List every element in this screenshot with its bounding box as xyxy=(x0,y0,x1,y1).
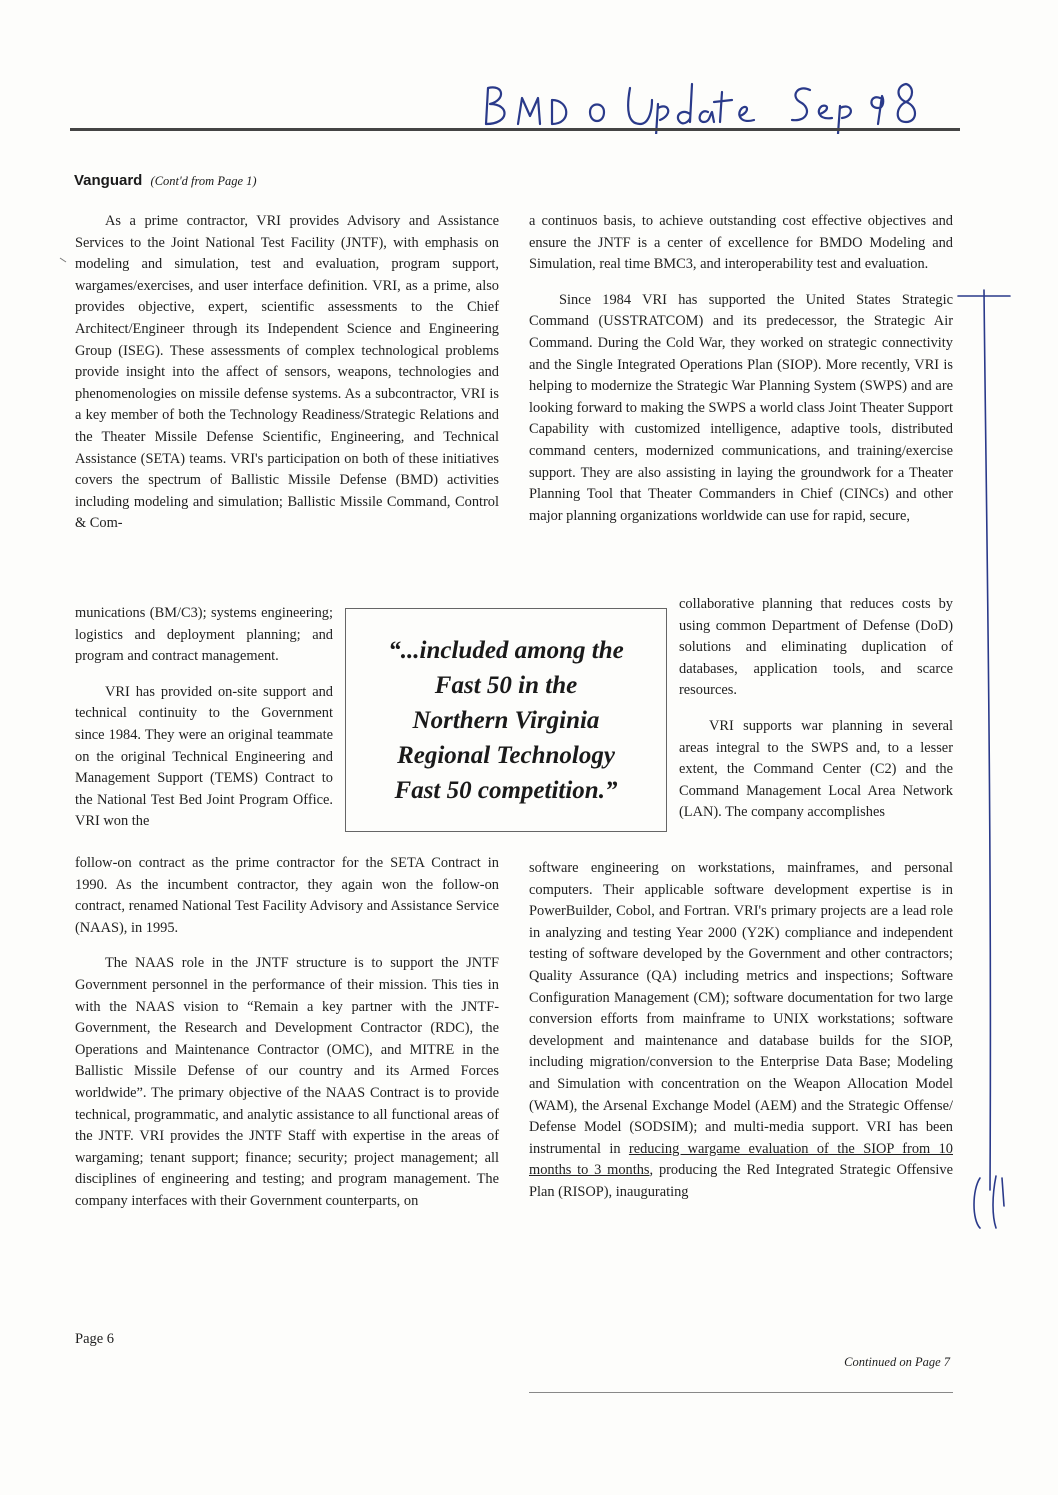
text-run: software engineering on workstations, mainframes, and personal computers. Their applicable software development expertise is in PowerBuilder, Cobol, and Fortran. VRI's primary projects are a lead role in analyzing and testing Year 2000 (Y2K) compliance and independent testing of software developed by the Government and other contractors; Quality Assurance (QA) including metrics and inspections; Software Configuration Management (CM); software documentation for two large conversion efforts from mainframe to UNIX workstations; software development and maintenance and database builds for the SIOP, including migration/conversion to the Enterprise Data Base; Modeling and Simulation with concentration on the Weapon Allocation Model (WAM), the Arsenal Exchange Model (AEM) and the Strategic Offense/ Defense Model (SODSIM); and multi-media support. VRI has been instrumental in xyxy=(529,860,953,1157)
paragraph: a continuos basis, to achieve outstanding cost effective objectives and ensure the JNTF is a center of excellence for BMDO Modeling and Simulation, real time BMC3, and interoperability test and evaluation. xyxy=(529,213,953,273)
right-column-top xyxy=(529,211,953,527)
page-number: Page 6 xyxy=(75,1331,115,1347)
paragraph: As a prime contractor, VRI provides Advisory and Assistance Services to the Joint National Test Facility (JNTF), with emphasis on modeling and simulation, test and evaluation, program support, wargames/exercises, and user interface definition. VRI, as a prime, also provides objective, expert, scientific assessments to the Chief Architect/Engineer through its Independent Science and Engineering Group (ISEG). These assessments of complex technological problems provide insight into the affect of sensors, weapons, technologies and phenomenologies on missile defense systems. As a subcontractor, VRI is a key member of both the Technology Readiness/Strategic Relations and the Theater Missile Defense Scientific, Engineering, and Technical Assistance (SETA) teams. VRI's participation on both of these initiatives covers the spectrum of Ballistic Missile Defense (BMD) activities including modeling and simulation; Ballistic Missile Command, Control & Com- xyxy=(75,213,499,532)
pull-quote-line: Fast 50 competition.” xyxy=(394,776,618,804)
paragraph: follow-on contract as the prime contractor for the SETA Contract in 1990. As the incumbent contractor, they again won the follow-on contract, renamed National Test Facility Advisory and Assistance Service (NAAS), in 1995. xyxy=(75,855,499,936)
top-rule xyxy=(70,128,960,131)
paragraph: Since 1984 VRI has supported the United States Strategic Command (USSTRATCOM) and its predecessor, the Strategic Air Command. During the Cold War, they worked on strategic connectivity and the Single Integrated Operations Plan (SIOP). More recently, VRI is helping to modernize the Strategic War Planning System (SWPS) and are looking forward to making the SWPS a world class Joint Theater Support Capability with customized intelligence, adaptive tools, distributed command centers, modernized communications, and training/exercise support. They are also assisting in laying the groundwork for a Theater Planning Tool that Theater Commanders in Chief (CINCs) and other major planning organizations worldwide can use for rapid, secure, xyxy=(529,291,953,524)
continued-from: (Cont'd from Page 1) xyxy=(150,174,257,188)
text-run: , producing the Red Integrated Strategic Offensive Plan (RISOP), inaugurating xyxy=(529,1162,953,1200)
pull-quote-box xyxy=(345,608,667,832)
left-column-bottom xyxy=(75,853,499,1213)
paragraph: munications (BM/C3); systems engineering; logistics and deployment planning; and program and contract management. xyxy=(75,605,333,665)
pull-quote-line: Fast 50 in the xyxy=(434,671,578,699)
continued-on: Continued on Page 7 xyxy=(844,1355,950,1369)
pull-quote-text xyxy=(388,633,623,808)
underlined-text: reducing wargame evaluation of the SIOP from 10 months to 3 months xyxy=(529,1140,953,1179)
pull-quote-line: “...included among the xyxy=(388,636,624,664)
paragraph: VRI has provided on-site support and technical continuity to the Government since 1984. They were an original teammate on the original Technical Engineering and Management Support (TEMS) Contract to the National Test Bed Joint Program Office. VRI won the xyxy=(75,683,333,830)
left-column-top xyxy=(75,211,499,535)
paragraph: The NAAS role in the JNTF structure is to support the JNTF Government personnel in the performance of their mission. This ties in with the NAAS vision to “Remain a key partner with the JNTF-Government, the Research and Development Contractor (RDC), the Operations and Maintenance Contractor (OMC), and MITRE in the Ballistic Missile Defense of our country and its Armed Forces worldwide”. The primary objective of the NAAS Contract is to provide technical, programmatic, and analytic assistance to all functional areas of the JNTF. VRI provides the JNTF Staff with expertise in the areas of wargaming; tenant support; finance; security; project management; all disciplines of engineering and testing; and program management. The company interfaces with their Government counterparts, on xyxy=(75,955,499,1209)
pull-quote-line: Northern Virginia xyxy=(412,706,600,734)
bottom-rule xyxy=(529,1392,953,1393)
right-column-bottom xyxy=(529,858,953,1204)
paragraph xyxy=(529,858,953,1204)
pull-quote-line: Regional Technology xyxy=(397,741,615,769)
paragraph: collaborative planning that reduces costs by using common Department of Defense (DoD) solutions and eliminating duplication of databases, application tools, and scarce resources. xyxy=(679,596,953,699)
handwritten-note xyxy=(470,74,930,134)
section-title: Vanguard xyxy=(74,172,143,189)
left-column-narrow xyxy=(75,603,333,833)
section-heading xyxy=(74,172,257,189)
right-column-narrow xyxy=(679,594,953,824)
paragraph: VRI supports war planning in several areas integral to the SWPS and, to a lesser extent, the Command Center (C2) and the Command Management Local Area Network (LAN). The company accomplishes xyxy=(679,717,953,821)
